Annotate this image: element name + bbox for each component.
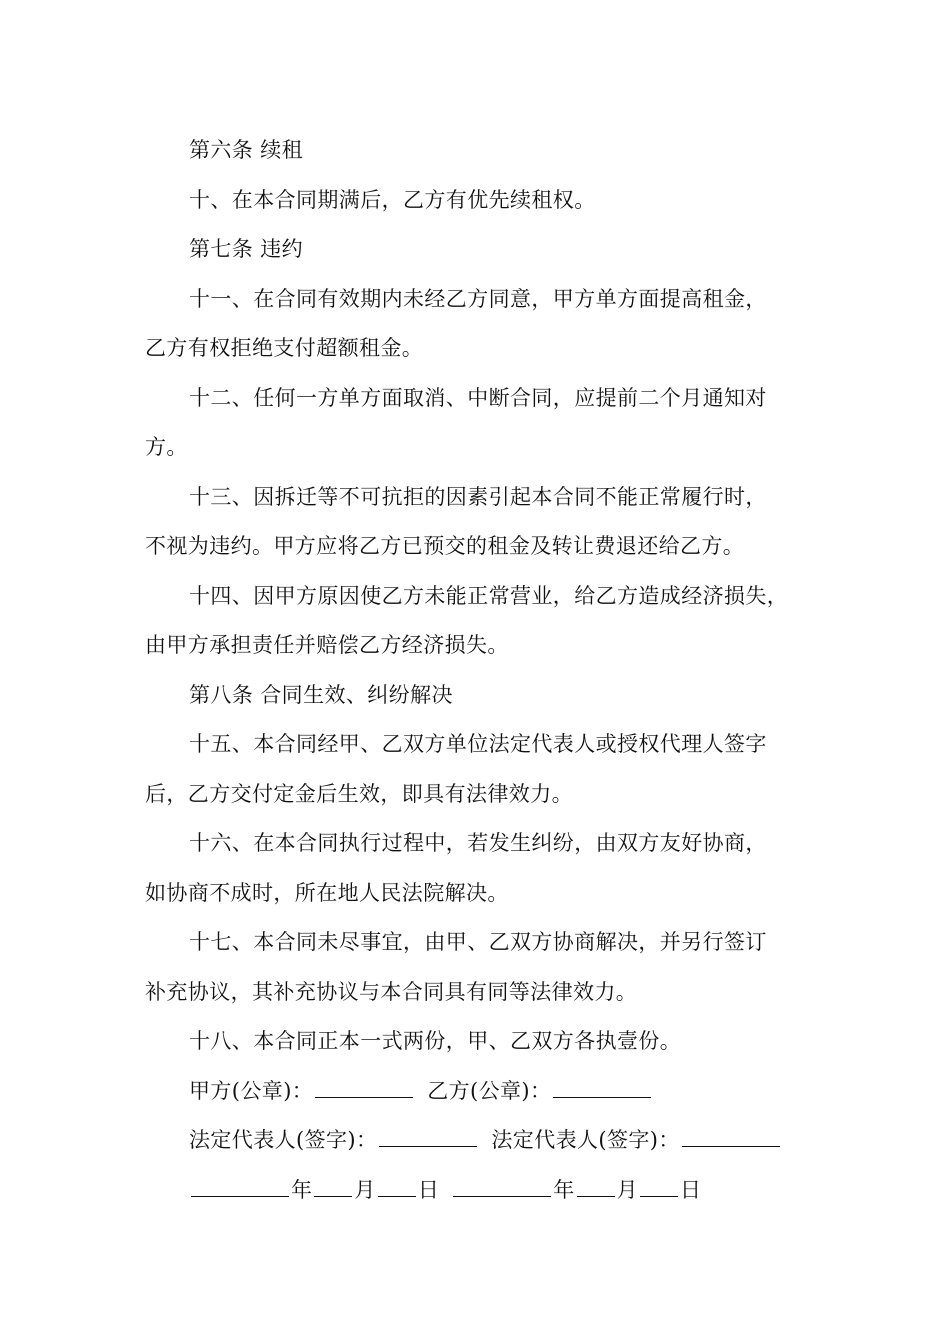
clause-16-line-2: 如协商不成时，所在地人民法院解决。	[145, 880, 509, 905]
article-6-heading: 第六条 续租	[189, 138, 304, 162]
contract-body	[145, 126, 835, 1215]
party-b-year-label: 年	[553, 1177, 575, 1202]
party-b-day-label: 日	[680, 1177, 702, 1202]
party-a-day-label: 日	[417, 1177, 440, 1202]
party-b-rep-blank[interactable]	[682, 1124, 780, 1147]
clause-14-line-1: 十四、因甲方原因使乙方未能正常营业，给乙方造成经济损失，	[189, 583, 789, 608]
date-line	[145, 1166, 835, 1216]
seal-line	[145, 1067, 835, 1117]
party-a-day-blank[interactable]	[378, 1174, 416, 1197]
clause-15-line-1: 十五、本合同经甲、乙双方单位法定代表人或授权代理人签字	[189, 732, 767, 756]
party-a-rep-blank[interactable]	[379, 1124, 477, 1147]
party-b-month-blank[interactable]	[577, 1174, 615, 1197]
clause-11-line-1: 十一、在合同有效期内未经乙方同意，甲方单方面提高租金，	[189, 286, 767, 311]
party-b-seal-label: 乙方(公章)：	[427, 1078, 552, 1103]
clause-13-line-2: 不视为违约。甲方应将乙方已预交的租金及转让费退还给乙方。	[145, 534, 745, 558]
clause-16-line-1: 十六、在本合同执行过程中，若发生纠纷，由双方友好协商，	[189, 831, 767, 855]
party-a-month-label: 月	[354, 1177, 376, 1202]
clause-17-line-1: 十七、本合同未尽事宜，由甲、乙双方协商解决，并另行签订	[189, 930, 767, 954]
party-a-rep-label: 法定代表人(签字)：	[189, 1128, 378, 1152]
clause-14-line-2: 由甲方承担责任并赔偿乙方经济损失。	[145, 633, 509, 657]
party-b-day-blank[interactable]	[640, 1174, 678, 1197]
party-b-rep-label: 法定代表人(签字)：	[491, 1128, 680, 1152]
party-a-seal-label: 甲方(公章)：	[189, 1078, 314, 1103]
party-b-seal-blank[interactable]	[553, 1075, 651, 1098]
party-b-month-label: 月	[616, 1177, 639, 1202]
party-a-year-label: 年	[291, 1177, 313, 1202]
clause-10: 十、在本合同期满后，乙方有优先续租权。	[189, 187, 596, 212]
party-a-month-blank[interactable]	[314, 1174, 352, 1197]
clause-17-line-2: 补充协议，其补充协议与本合同具有同等法律效力。	[145, 979, 638, 1004]
clause-18: 十八、本合同正本一式两份，甲、乙双方各执壹份。	[189, 1029, 682, 1053]
clause-15-line-2: 后，乙方交付定金后生效，即具有法律效力。	[145, 781, 573, 806]
party-a-seal-blank[interactable]	[315, 1075, 413, 1098]
representative-line	[145, 1116, 835, 1166]
clause-12-line-1: 十二、任何一方单方面取消、中断合同，应提前二个月通知对	[189, 385, 767, 410]
clause-11-line-2: 乙方有权拒绝支付超额租金。	[145, 336, 424, 360]
clause-13-line-1: 十三、因拆迁等不可抗拒的因素引起本合同不能正常履行时，	[189, 484, 767, 509]
party-b-year-blank[interactable]	[453, 1174, 551, 1197]
party-a-year-blank[interactable]	[191, 1174, 289, 1197]
article-7-heading: 第七条 违约	[189, 237, 304, 261]
clause-12-line-2: 方。	[145, 435, 188, 459]
article-8-heading: 第八条 合同生效、纠纷解决	[189, 682, 453, 707]
